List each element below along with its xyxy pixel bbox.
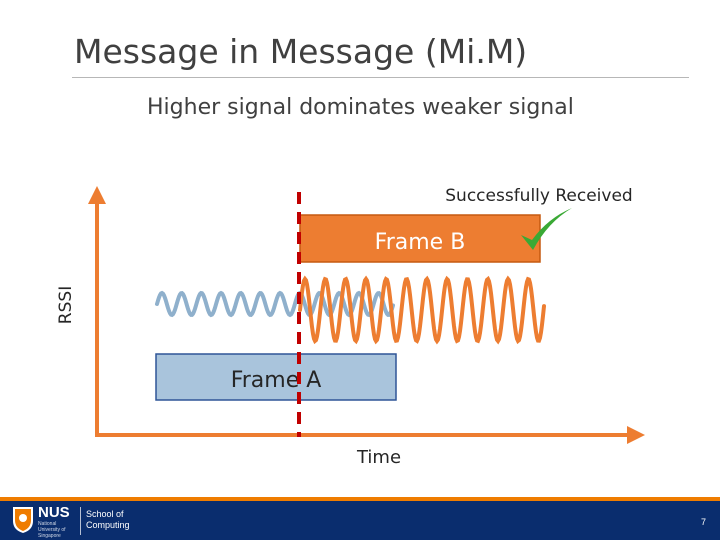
- frame-a-label: Frame A: [230, 368, 322, 393]
- weak-signal-wave: [157, 293, 393, 315]
- x-axis-arrowhead: [627, 426, 645, 444]
- y-axis-arrowhead: [88, 186, 106, 204]
- frame-b-label: Frame B: [374, 230, 466, 255]
- nus-crest-icon: [12, 506, 34, 534]
- slide-title: Message in Message (Mi.M): [74, 32, 528, 71]
- strong-signal-wave: [300, 279, 544, 341]
- x-axis-label: Time: [356, 447, 402, 468]
- received-annotation: Successfully Received: [445, 186, 633, 206]
- page-number: 7: [700, 517, 706, 527]
- slide-subtitle: Higher signal dominates weaker signal: [147, 95, 574, 120]
- nus-logo-subtext: National University of Singapore: [38, 521, 66, 539]
- school-name: School of Computing: [86, 509, 130, 530]
- y-axis-label: RSSI: [56, 285, 76, 325]
- footer-divider: [80, 507, 81, 535]
- nus-logo-text: NUS: [38, 504, 70, 521]
